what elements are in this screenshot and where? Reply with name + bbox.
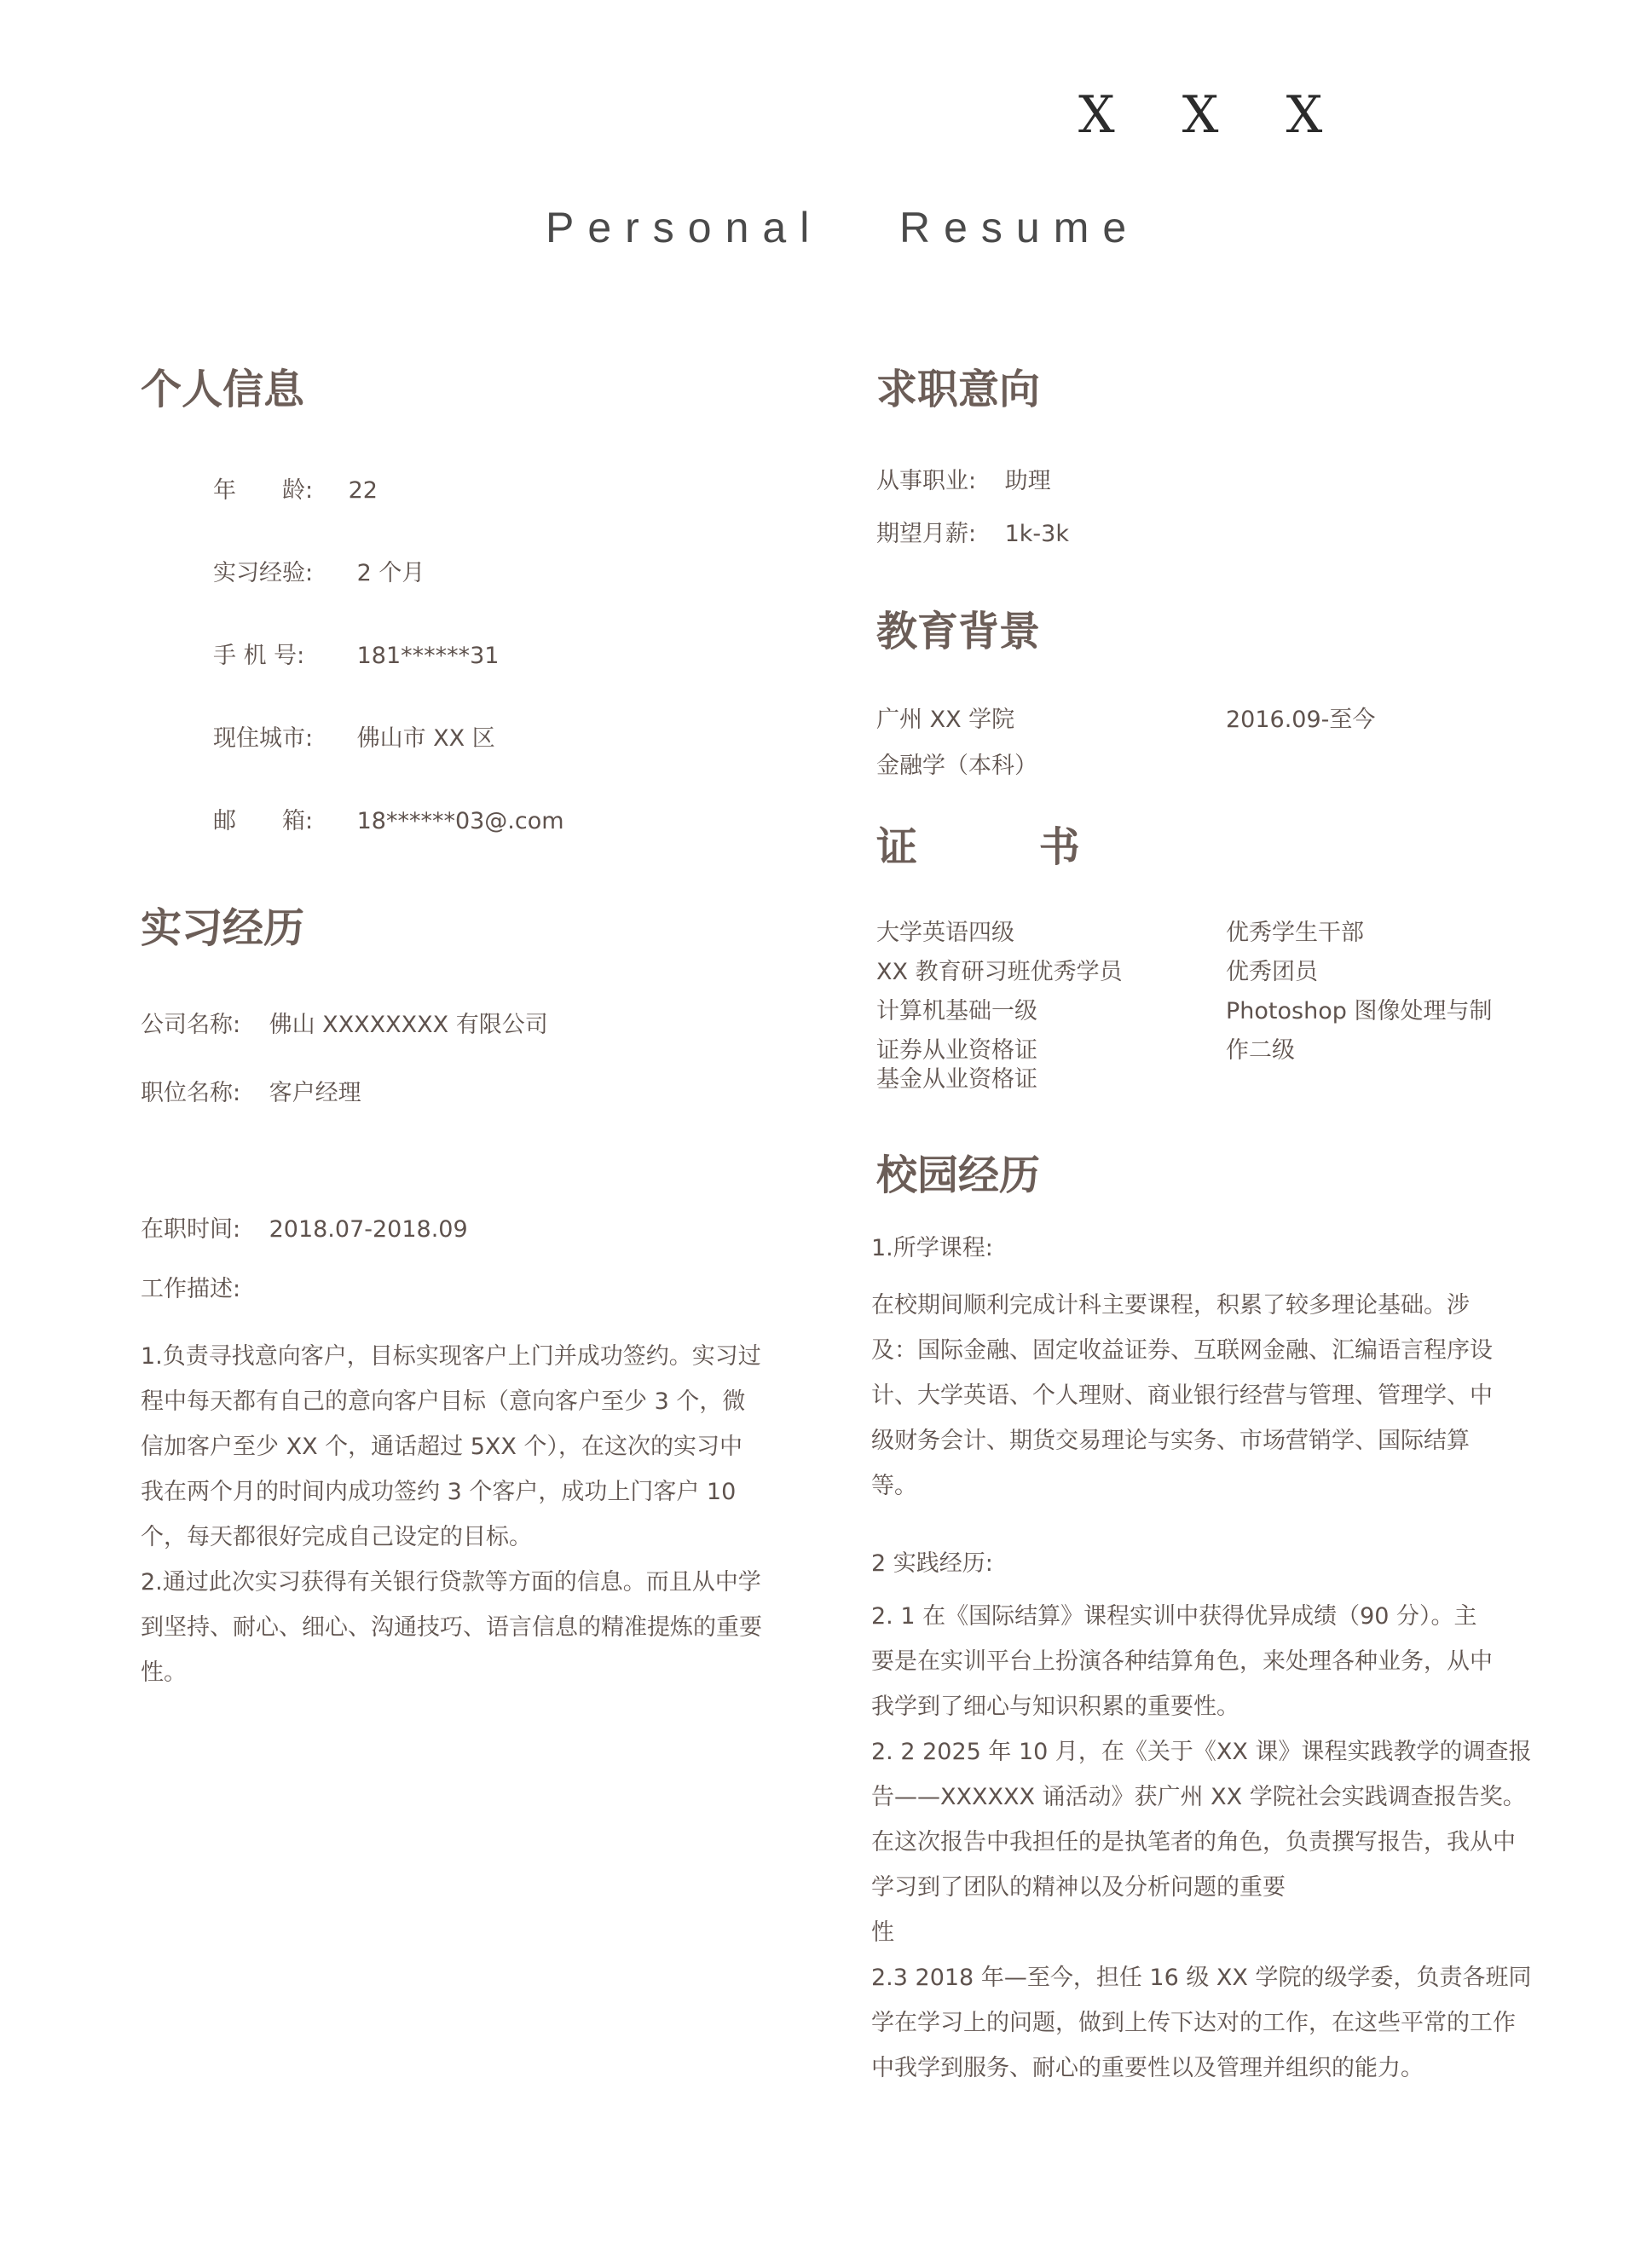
info-value: 22	[348, 477, 378, 504]
cert-item: 计算机基础一级	[876, 998, 1037, 1024]
company-value: 佛山 XXXXXXXX 有限公司	[269, 1012, 548, 1038]
period-value: 2018.07-2018.09	[269, 1216, 468, 1243]
work-desc-line: 个，每天都很好完成自己设定的目标。	[141, 1524, 532, 1550]
salary-label: 期望月薪:	[876, 521, 977, 547]
cert-item: Photoshop 图像处理与制	[1226, 998, 1493, 1024]
info-value: 181******31	[356, 643, 500, 669]
work-desc	[141, 1334, 771, 1695]
cert-list-left	[876, 914, 1123, 1099]
work-desc-line: 1.负责寻找意向客户，目标实现客户上门并成功签约。实习过	[141, 1343, 761, 1370]
cert-item: 优秀学生干部	[1226, 920, 1364, 946]
info-row-phone	[213, 637, 500, 670]
practice-line: 性	[871, 1919, 894, 1946]
practice-line: 2.3 2018 年—至今，担任 16 级 XX 学院的级学委，负责各班同	[871, 1965, 1532, 1991]
section-title-education: 教育背景	[876, 608, 1041, 655]
info-value: 18******03@.com	[356, 808, 564, 834]
cert-item: XX 教育研习班优秀学员	[876, 959, 1123, 985]
courses-line: 级财务会计、期货交易理论与实务、市场营销学、国际结算	[871, 1428, 1470, 1454]
courses-label: 1.所学课程:	[871, 1235, 993, 1261]
section-title-intention: 求职意向	[876, 366, 1041, 413]
education-school: 广州 XX 学院	[876, 707, 1015, 733]
subtitle-text: Personal Resume	[546, 204, 1141, 251]
company-label: 公司名称:	[141, 1012, 241, 1038]
work-desc-label: 工作描述:	[141, 1276, 241, 1302]
courses-desc	[871, 1283, 1536, 1509]
practice-label: 2 实践经历:	[871, 1550, 993, 1577]
cert-title-left: 证	[876, 823, 918, 871]
work-desc-line: 我在两个月的时间内成功签约 3 个客户，成功上门客户 10	[141, 1479, 737, 1505]
info-value: 2 个月	[356, 560, 425, 586]
section-title-campus: 校园经历	[876, 1151, 1041, 1199]
internship-period	[141, 1210, 468, 1244]
practice-line: 要是在实训平台上扮演各种结算角色，来处理各种业务，从中	[871, 1648, 1493, 1675]
info-label: 现住城市:	[213, 725, 314, 752]
resume-name: X X X	[1078, 85, 1349, 145]
courses-line: 计、大学英语、个人理财、商业银行经营与管理、管理学、中	[871, 1382, 1493, 1409]
info-row-experience	[213, 554, 425, 587]
practice-desc	[871, 1594, 1536, 2091]
work-desc-line: 程中每天都有自己的意向客户目标（意向客户至少 3 个，微	[141, 1388, 746, 1415]
cert-item: 作二级	[1226, 1037, 1295, 1064]
salary-value: 1k-3k	[1004, 521, 1069, 547]
internship-position	[141, 1074, 361, 1107]
resume-subtitle	[546, 203, 1140, 252]
education-period: 2016.09-至今	[1226, 707, 1376, 733]
section-title-personal-info: 个人信息	[141, 366, 305, 413]
section-title-internship: 实习经历	[141, 904, 305, 952]
practice-line: 在这次报告中我担任的是执笔者的角色，负责撰写报告，我从中	[871, 1829, 1516, 1855]
info-value: 佛山市 XX 区	[356, 725, 495, 752]
info-row-age	[213, 471, 378, 505]
period-label: 在职时间:	[141, 1216, 241, 1243]
practice-line: 2. 1 在《国际结算》课程实训中获得优异成绩（90 分）。主	[871, 1603, 1477, 1630]
info-label: 邮 箱:	[213, 808, 314, 834]
job-value: 助理	[1004, 468, 1051, 494]
position-label: 职位名称:	[141, 1080, 241, 1106]
info-row-email	[213, 802, 564, 835]
education-major: 金融学（本科）	[876, 753, 1037, 779]
work-desc-line: 性。	[141, 1659, 187, 1686]
info-row-city	[213, 719, 495, 753]
section-title-certificates	[876, 814, 1080, 873]
cert-list-right	[1226, 914, 1492, 1071]
intention-salary	[876, 515, 1069, 548]
cert-item: 优秀团员	[1226, 959, 1318, 985]
practice-line: 学在学习上的问题，做到上传下达对的工作，在这些平常的工作	[871, 2010, 1516, 2036]
intention-job	[876, 462, 1051, 495]
work-desc-line: 信加客户至少 XX 个，通话超过 5XX 个），在这次的实习中	[141, 1434, 742, 1460]
job-label: 从事职业:	[876, 468, 977, 494]
practice-line: 告——XXXXXX 诵活动》获广州 XX 学院社会实践调查报告奖。	[871, 1784, 1526, 1810]
info-label: 实习经验:	[213, 560, 314, 586]
work-desc-line: 2.通过此次实习获得有关银行贷款等方面的信息。而且从中学	[141, 1569, 761, 1596]
practice-line: 学习到了团队的精神以及分析问题的重要	[871, 1874, 1286, 1901]
practice-line: 2. 2 2025 年 10 月，在《关于《XX 课》课程实践教学的调查报	[871, 1739, 1532, 1765]
cert-item: 大学英语四级	[876, 920, 1014, 946]
cert-item: 证券从业资格证	[876, 1037, 1037, 1064]
practice-line: 中我学到服务、耐心的重要性以及管理并组织的能力。	[871, 2055, 1424, 2081]
courses-line: 及：国际金融、固定收益证券、互联网金融、汇编语言程序设	[871, 1337, 1493, 1364]
practice-line: 我学到了细心与知识积累的重要性。	[871, 1694, 1239, 1720]
info-label: 手 机 号:	[213, 643, 305, 669]
courses-line: 在校期间顺利完成计科主要课程，积累了较多理论基础。涉	[871, 1292, 1470, 1319]
cert-title-right: 书	[1038, 823, 1080, 871]
courses-line: 等。	[871, 1473, 917, 1499]
info-label: 年 龄:	[213, 477, 314, 504]
internship-company	[141, 1006, 548, 1039]
cert-item: 基金从业资格证	[876, 1066, 1037, 1093]
work-desc-line: 到坚持、耐心、细心、沟通技巧、语言信息的精准提炼的重要	[141, 1614, 762, 1641]
position-value: 客户经理	[269, 1080, 361, 1106]
